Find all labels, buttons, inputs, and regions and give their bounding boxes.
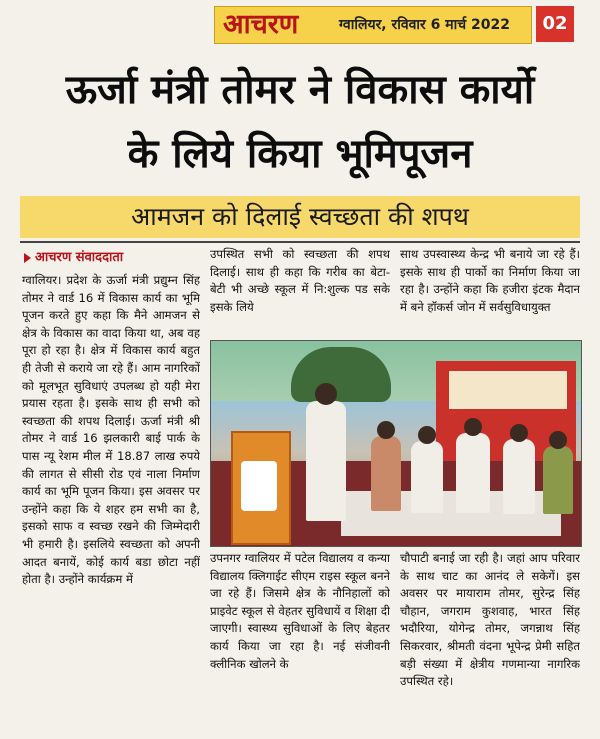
headline-line-1: ऊर्जा मंत्री तोमर ने विकास कार्यो — [65, 67, 535, 113]
photo-person — [411, 441, 443, 513]
page-number-badge: 02 — [536, 6, 574, 42]
photo-banner-panel — [449, 371, 567, 409]
column-3-top-text: साथ उपस्वास्थ्य केन्द्र भी बनाये जा रहे हैं। इसके साथ ही पार्को का निर्माण किया जा रहा है। उन्होंने कहा कि हजीरा इंटक मैदान में बने हॉकर्स जोन में सर्वसुविधायुक्त — [400, 247, 580, 314]
photo-person — [456, 433, 490, 513]
subheadline: आमजन को दिलाई स्वच्छता की शपथ — [131, 202, 469, 231]
photo-person-head — [549, 431, 567, 449]
column-2-top-text: उपस्थित सभी को स्वच्छता की शपथ दिलाई। साथ ही कहा कि गरीब का बेटा-बेटी भी अच्छे स्कूल में नि:शुल्क पड सके इसके लिये — [210, 247, 390, 314]
photo-person-head — [464, 418, 482, 436]
photo-speaker — [306, 401, 346, 521]
byline — [24, 248, 200, 268]
column-1-text: ग्वालियर। प्रदेश के ऊर्जा मंत्री प्रद्युम्न सिंह तोमर ने वार्ड 16 में विकास कार्य का भूमि पूजन करते हुए कहा कि मैने आमजन से क्षेत्र के विकास का वादा किया था, अब वह पूरा हो रहा है। क्षेत्र में विकास कार्य बहुत ही तेजी से कराये जा रहे हैं। आम नागरिकों को मूलभूत सुविधाएं उपलब्ध हो यही मेरा प्रयास रहता है। इसके साथ ही सभी को स्वच्छता की शपथ दिलाई। ऊर्जा मंत्री श्री तोमर ने वार्ड 16 झलकारी बाई पार्क के पास न्यू रेशम मील में 18.87 लाख रुपये की लागत से सीसी रोड एवं नाला निर्माण कार्य का भूमि पूजन किया। इस अवसर पर उन्होंने कहा कि ये शहर हम सभी का है, इसको साफ व स्वच्छ रखने की जिम्मेदारी भी हमारी है। इसलिये स्वच्छता को अपनी आदत बनायें, कोई कार्य बडा छोटा नहीं होता है। उन्होंने कार्यक्रम में — [22, 273, 200, 587]
photo-person — [371, 436, 401, 511]
column-1 — [22, 272, 200, 734]
column-2-bottom-text: उपनगर ग्वालियर में पटेल विद्यालय व कन्या विद्यालय क्लिगाईट सीएम राइस स्कूल बनने जा रहे हैं। जिसमे क्षेत्र के नौनिहालों को प्राइवेट स्कूल से वेहतर सुविधायें व शिक्षा दी जाएगी। स्वास्थ्य सुविधाओं के लिए बेहतर कार्य किया जा रहा है। नई संजीवनी क्लीनिक खोलने के — [210, 551, 390, 671]
photo-person — [543, 446, 573, 514]
column-3-top — [400, 246, 580, 338]
dateline: ग्वालियर, रविवार 6 मार्च 2022 — [339, 17, 510, 33]
photo-person-head — [510, 424, 528, 442]
headline — [10, 58, 590, 186]
masthead — [214, 6, 532, 44]
column-2-bottom — [210, 550, 390, 734]
column-3-bottom — [400, 550, 580, 734]
newspaper-logo: आचरण — [223, 9, 299, 40]
divider-rule — [20, 241, 580, 243]
party-logo-icon — [241, 461, 277, 511]
column-3-bottom-text: चौपाटी बनाई जा रही है। जहां आप परिवार के साथ चाट का आनंद ले सकेगें। इस अवसर पर मायाराम तोमर, सुरेन्द्र सिंह चौहान, जगराम कुशवाह, भारत सिंह भदौरिया, योगेन्द्र तोमर, जगन्नाथ सिंह सिकरवार, श्रीमती वंदना भूपेन्द्र प्रेमी सहित बड़ी संख्या में क्षेत्रीय गणमान्या नागरिक उपस्थित रहे। — [400, 551, 580, 689]
photo-person-head — [418, 426, 436, 444]
photo-speaker-head — [315, 383, 337, 405]
headline-line-2: के लिये किया भूमिपूजन — [127, 131, 473, 177]
photo-person-head — [377, 421, 395, 439]
byline-arrow-icon — [24, 253, 31, 263]
event-photo — [210, 340, 582, 547]
byline-text: आचरण संवाददाता — [35, 250, 124, 265]
column-2-top — [210, 246, 390, 338]
photo-tree — [291, 347, 391, 402]
photo-person — [503, 439, 535, 514]
